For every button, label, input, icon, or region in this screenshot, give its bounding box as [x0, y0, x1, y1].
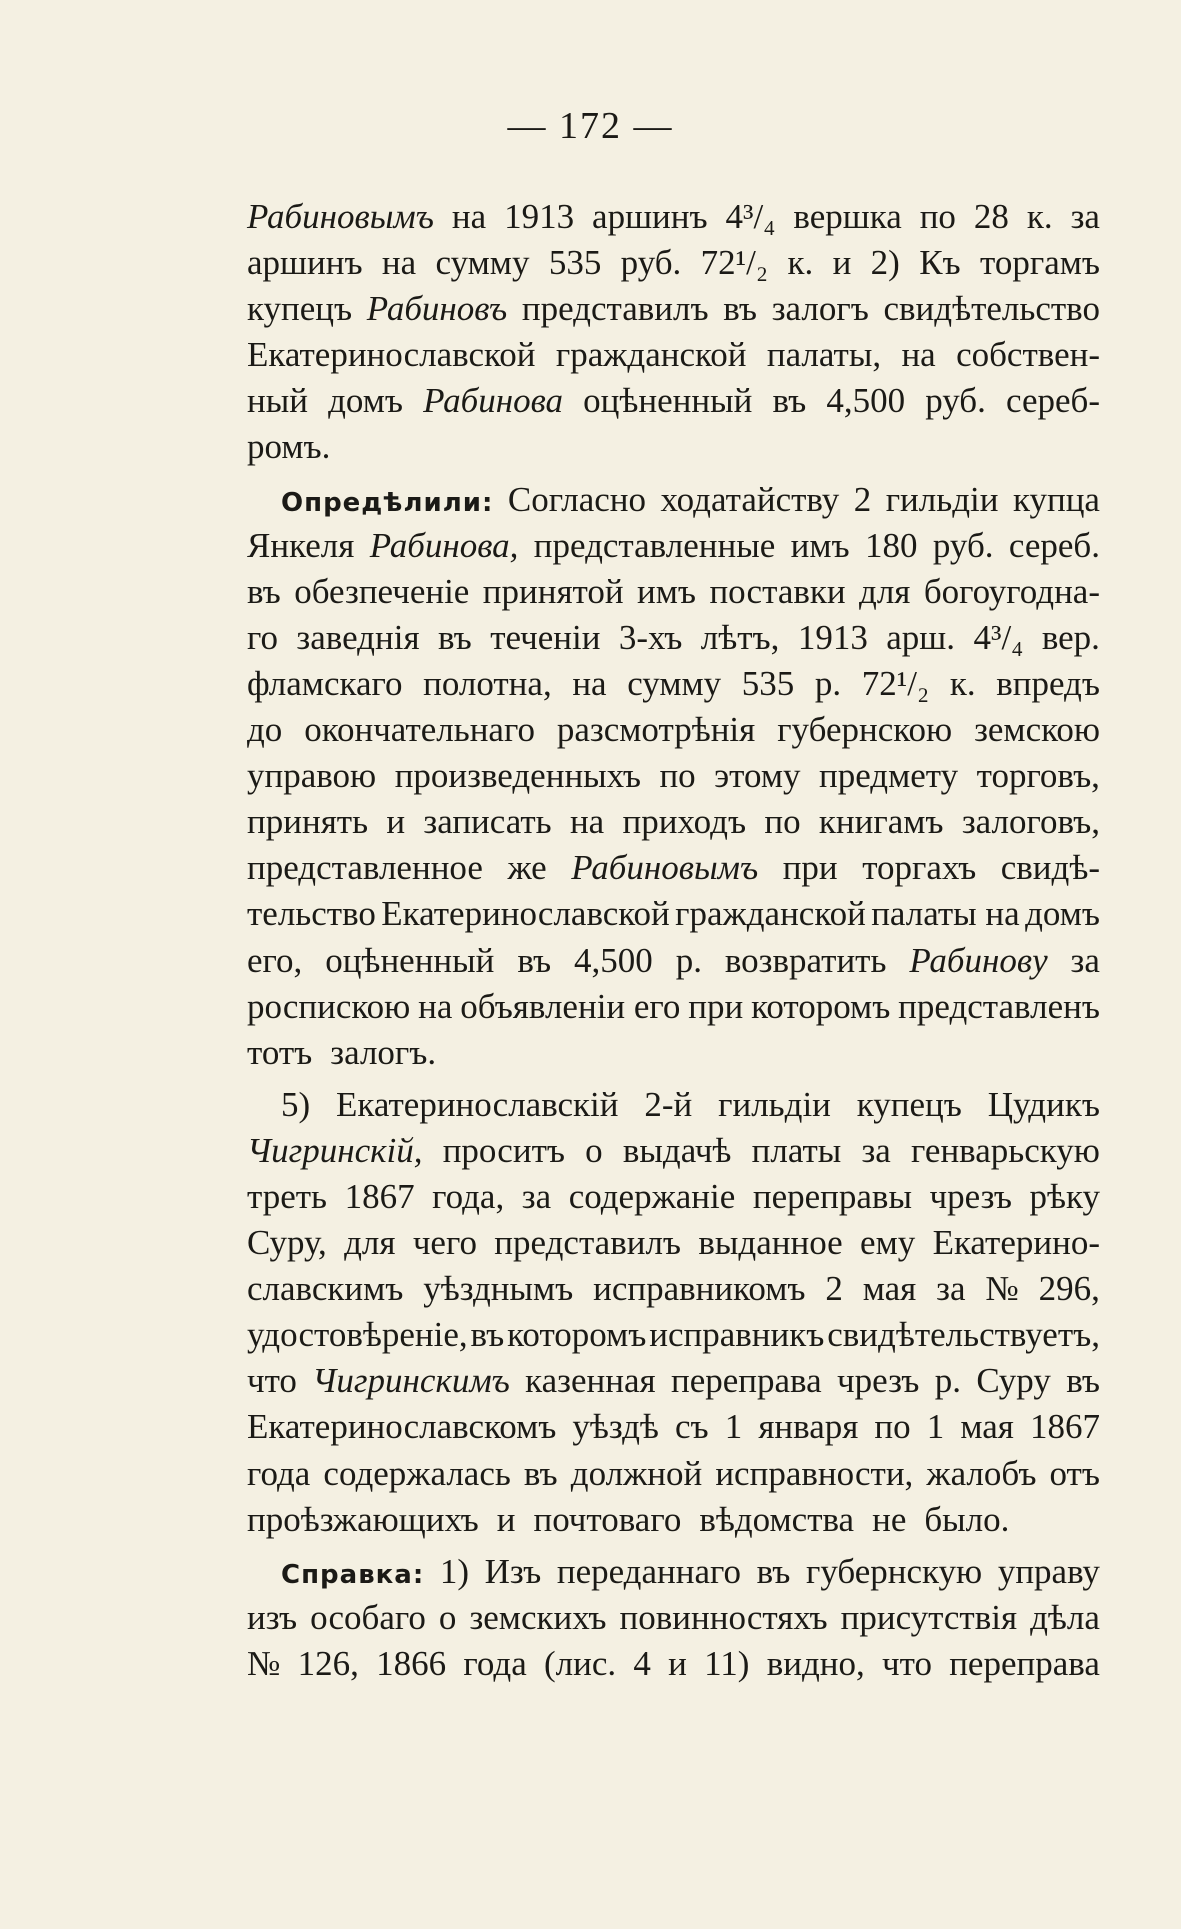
word: въ [772, 381, 807, 421]
word: гражданской [555, 335, 747, 375]
word: имъ [790, 525, 850, 565]
word: гражданской [675, 894, 866, 934]
word: Рабиновымъ [571, 848, 759, 888]
text-line [247, 1451, 1100, 1497]
word: фламскаго [247, 663, 403, 703]
word: записать [423, 802, 552, 842]
word: Янкеля [247, 525, 355, 565]
text-line [247, 661, 1100, 707]
text-line [247, 378, 1100, 424]
word: представилъ [521, 289, 709, 329]
word: за [521, 1176, 552, 1216]
word: казенная [525, 1361, 656, 1401]
word: ромъ. [247, 427, 331, 467]
word: палаты на [871, 894, 1020, 934]
word: на [381, 243, 417, 283]
word: 126, [297, 1643, 359, 1683]
word: лѣтъ, [700, 617, 780, 657]
word: представленное [247, 848, 483, 888]
word: богоугодна- [923, 571, 1100, 611]
word: на [572, 663, 607, 703]
word: на [569, 802, 605, 842]
word: Рабинову [909, 940, 1048, 980]
word: чрезъ [837, 1361, 920, 1401]
word: Екатерино- [932, 1223, 1100, 1263]
word: дѣла [1030, 1597, 1100, 1637]
word: въ [523, 1453, 558, 1493]
word: руб. [932, 525, 994, 565]
word: треть [247, 1176, 328, 1216]
word: присутствія [840, 1597, 1018, 1637]
word: принятой [482, 571, 624, 611]
word: которомъ [507, 1315, 647, 1355]
word: торгахъ [862, 848, 977, 888]
word: залогъ [771, 289, 869, 329]
word: заведнія [296, 617, 420, 657]
word: полотна, [423, 663, 552, 703]
word: гильдіи [885, 479, 999, 519]
word: отъ [1049, 1453, 1100, 1493]
word: 72¹/₂ [861, 663, 930, 703]
word: проситъ [442, 1130, 565, 1170]
word: въ [517, 940, 552, 980]
word: 4³/₄ [973, 617, 1024, 657]
text-line [247, 1128, 1100, 1174]
word: Рабинова, [369, 525, 519, 565]
word: Рабинова [423, 381, 564, 421]
word: приходъ [622, 802, 747, 842]
word: купецъ [247, 289, 353, 329]
text-line [247, 984, 1100, 1030]
word: сереб- [1005, 381, 1100, 421]
word: почтоваго [533, 1499, 682, 1539]
word: въ [247, 571, 281, 611]
word: Екатеринославской [247, 335, 536, 375]
word: тельство [247, 894, 376, 934]
text-line [247, 707, 1100, 753]
word: гильдіи [718, 1084, 831, 1124]
word: Суру, [247, 1223, 327, 1263]
word: рѣку [1029, 1176, 1100, 1216]
word: уѣзднымъ [423, 1269, 574, 1309]
text-line [247, 1641, 1100, 1687]
word: 535 [548, 243, 602, 283]
word: переправа [670, 1361, 822, 1401]
text-line [247, 332, 1100, 378]
word: для [859, 571, 911, 611]
word: тотъ [247, 1032, 313, 1072]
word: которомъ [751, 986, 891, 1026]
word: окончательнаго [304, 710, 535, 750]
text-line [247, 1595, 1100, 1641]
word: возвратить [724, 940, 887, 980]
word: р. [814, 663, 842, 703]
word: торговъ, [976, 756, 1100, 796]
word: 1913 [797, 617, 868, 657]
text-line [247, 1174, 1100, 1220]
word: произведенныхъ [394, 756, 641, 796]
word: Чигринскимъ [312, 1361, 510, 1401]
word: № [985, 1269, 1019, 1309]
word: имъ [637, 571, 697, 611]
word: домъ [328, 381, 403, 421]
word: по [659, 756, 696, 796]
word: р. [675, 940, 702, 980]
text-line [247, 891, 1100, 937]
word: что [247, 1361, 297, 1401]
word: принять [247, 802, 369, 842]
word: при [782, 848, 838, 888]
word: жалобъ [926, 1453, 1037, 1493]
word: по [874, 1407, 911, 1447]
word: за [861, 1130, 891, 1170]
word: 3-хъ [618, 617, 683, 657]
word: домъ [1025, 894, 1100, 934]
word: мая [960, 1407, 1014, 1447]
word: вѣдомства [699, 1499, 855, 1539]
text-line [247, 1266, 1100, 1312]
word: обезпеченіе [294, 571, 470, 611]
word: ему [860, 1223, 916, 1263]
word: его, [247, 940, 303, 980]
word: залогъ. [330, 1032, 437, 1072]
word: и [832, 243, 852, 283]
word: свидѣтельство [883, 289, 1100, 329]
word: удостовѣреніе, [247, 1315, 468, 1355]
word: Согласно [507, 479, 647, 519]
word: по [764, 802, 801, 842]
word: 2 [825, 1269, 843, 1309]
word: оцѣненный [583, 381, 753, 421]
word: ходатайству [660, 479, 840, 519]
word: переправа [949, 1643, 1100, 1683]
word: купца [1012, 479, 1100, 519]
text-line [247, 799, 1100, 845]
word: № [247, 1643, 281, 1683]
word: управу [997, 1551, 1100, 1591]
word: книгамъ [818, 802, 944, 842]
word: января [758, 1407, 859, 1447]
word: 4,500 [574, 940, 653, 980]
word: губернскую [806, 1551, 983, 1591]
word: арш. [886, 617, 956, 657]
word: роспискою [247, 986, 411, 1026]
word: по [919, 197, 956, 236]
word: Екатеринославскомъ [247, 1407, 557, 1447]
word: аршинъ [247, 243, 363, 283]
word: чрезъ [929, 1176, 1012, 1216]
word: р. [934, 1361, 961, 1401]
text-line [247, 845, 1100, 891]
text-line [247, 1082, 1100, 1128]
word: вер. [1041, 617, 1100, 657]
word: въ [437, 617, 472, 657]
word: повинностяхъ [619, 1597, 828, 1637]
word: 28 [973, 197, 1009, 236]
word: 4 [633, 1643, 651, 1683]
word: Справка: [281, 1559, 425, 1590]
word: содержалась [323, 1453, 511, 1493]
word: объявленіи его [460, 986, 681, 1026]
word: поставки [709, 571, 846, 611]
word: разсмотрѣнія [556, 710, 756, 750]
word: о [438, 1597, 457, 1637]
word: управою [247, 756, 377, 796]
word: оцѣненный [325, 940, 495, 980]
word: впредъ [996, 663, 1100, 703]
text-line [247, 1312, 1100, 1358]
word: уѣздѣ [572, 1407, 659, 1447]
word: за [1070, 940, 1100, 980]
word: 11) [704, 1643, 750, 1683]
word: на [901, 335, 936, 375]
word: содержаніе [568, 1176, 736, 1216]
word: выдачѣ [622, 1130, 732, 1170]
word: 1866 [376, 1643, 447, 1683]
word: сумму [435, 243, 530, 283]
word: въ [1066, 1361, 1100, 1401]
word: на [418, 986, 453, 1026]
word: выданное [698, 1223, 843, 1263]
word: переправы [752, 1176, 912, 1216]
text-line [247, 1358, 1100, 1404]
word: же [507, 848, 547, 888]
word: сереб. [1008, 525, 1100, 565]
word: въ [723, 289, 758, 329]
word: палаты, [766, 335, 882, 375]
word: Екатеринославскій [336, 1084, 619, 1124]
text-line [247, 1030, 1100, 1076]
word: года [247, 1453, 311, 1493]
word: Цудикъ [987, 1084, 1100, 1124]
word: 296, [1038, 1269, 1100, 1309]
word: въ [756, 1551, 791, 1591]
text-line [247, 240, 1100, 286]
text-line [247, 424, 1100, 470]
word: 1) [439, 1551, 470, 1591]
word: изъ [247, 1597, 298, 1637]
word: платы [751, 1130, 842, 1170]
word: о [585, 1130, 603, 1170]
word: купецъ [856, 1084, 962, 1124]
word: свидѣ- [1000, 848, 1100, 888]
text-line [247, 569, 1100, 615]
word: на [451, 197, 487, 236]
word: Екатеринославской [381, 894, 670, 934]
word: Чигринскій, [247, 1130, 423, 1170]
word: 1 [724, 1407, 743, 1447]
word: торгамъ [980, 243, 1100, 283]
word: и [496, 1499, 516, 1539]
word: земскихъ [469, 1597, 607, 1637]
word: Суру [976, 1361, 1051, 1401]
word: земскою [974, 710, 1100, 750]
word: 4,500 [826, 381, 906, 421]
word: исправникъ [649, 1315, 825, 1355]
word: Изъ [484, 1551, 542, 1591]
word: славскимъ [247, 1269, 404, 1309]
word: ный [247, 381, 308, 421]
word: 1867 [1029, 1407, 1100, 1447]
word: к. [949, 663, 976, 703]
word: Опредѣлили: [281, 487, 494, 518]
word: 2) [870, 243, 900, 283]
word: и [668, 1643, 687, 1683]
word: Рабиновъ [366, 289, 508, 329]
word: за [1070, 197, 1100, 236]
text-line [247, 938, 1100, 984]
word: исправности, [715, 1453, 914, 1493]
word: 2-й [644, 1084, 693, 1124]
word: не [872, 1499, 907, 1539]
word: 1867 [344, 1176, 415, 1216]
word: свидѣтельствуетъ, [827, 1315, 1100, 1355]
word: года, [432, 1176, 505, 1216]
word: вершка [793, 197, 902, 236]
word: залоговъ, [961, 802, 1100, 842]
text-line [247, 286, 1100, 332]
word: 4³/₄ [725, 197, 776, 236]
word: предмету [818, 756, 959, 796]
word: представилъ [494, 1223, 682, 1263]
word: переданнаго [556, 1551, 742, 1591]
word: собствен- [956, 335, 1100, 375]
word: года [463, 1643, 527, 1683]
word: Рабиновымъ [247, 197, 434, 236]
word: генварьскую [911, 1130, 1100, 1170]
word: сумму [627, 663, 722, 703]
page-number: — 172 — [507, 105, 674, 147]
word: 72¹/₂ [700, 243, 769, 283]
word: 535 [741, 663, 795, 703]
word: видно, [766, 1643, 865, 1683]
word: 1 [926, 1407, 945, 1447]
word: должной [570, 1453, 703, 1493]
word: Къ [919, 243, 961, 283]
word: 180 [865, 525, 918, 565]
word: к. [1026, 197, 1053, 236]
word: руб. [620, 243, 682, 283]
text-line [247, 1497, 1100, 1543]
text-line [247, 1404, 1100, 1450]
word: (лис. [543, 1643, 617, 1683]
text-line [247, 1220, 1100, 1266]
text-line [247, 194, 1100, 240]
word: за [936, 1269, 966, 1309]
word: особаго [310, 1597, 426, 1637]
word: аршинъ [592, 197, 708, 236]
word: 5) [281, 1084, 311, 1124]
word: до [247, 710, 283, 750]
word: го [247, 617, 278, 657]
word: представленные [533, 525, 776, 565]
word: к. [787, 243, 814, 283]
text-line [247, 615, 1100, 661]
word: и [386, 802, 406, 842]
word: представленъ [898, 986, 1100, 1026]
text-line [247, 477, 1100, 523]
body-text [247, 194, 1100, 1687]
word: для [344, 1223, 396, 1263]
word: руб. [925, 381, 986, 421]
word: что [882, 1643, 932, 1683]
word: 1913 [504, 197, 575, 236]
word: теченіи [490, 617, 601, 657]
text-line [247, 523, 1100, 569]
word: чего [412, 1223, 477, 1263]
word: проѣзжающихъ [247, 1499, 479, 1539]
text-line [247, 753, 1100, 799]
text-line [247, 1549, 1100, 1595]
word: при [688, 986, 744, 1026]
word: съ [675, 1407, 709, 1447]
word: исправникомъ [593, 1269, 806, 1309]
word: 2 [853, 479, 872, 519]
word: губернскою [777, 710, 953, 750]
word: въ [470, 1315, 505, 1355]
word: было. [924, 1499, 1010, 1539]
word: мая [862, 1269, 917, 1309]
word: этому [714, 756, 801, 796]
